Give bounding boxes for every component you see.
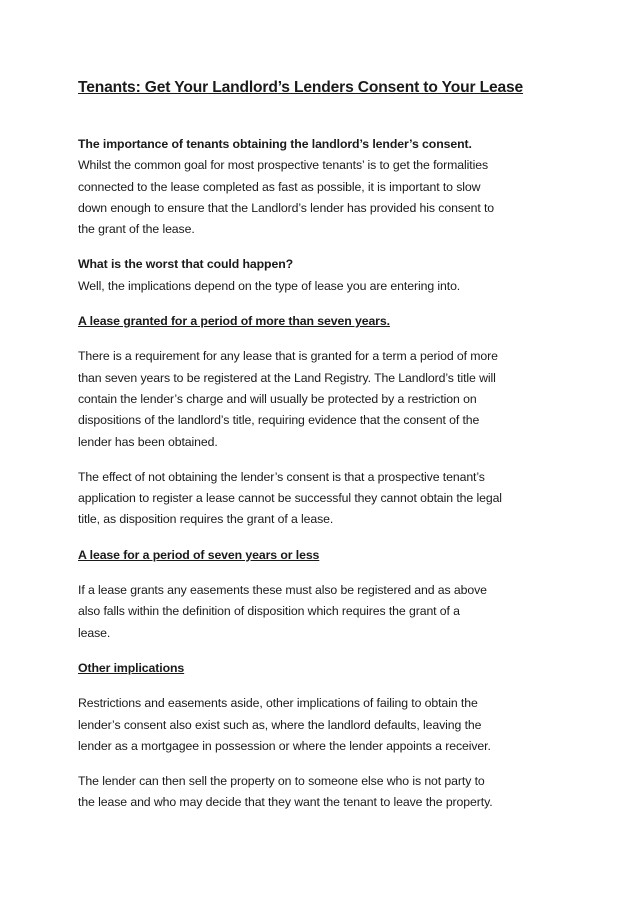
paragraph-line: The effect of not obtaining the lender’s consent is that a prospective tenant’s (78, 469, 485, 484)
paragraph-line: than seven years to be registered at the Land Registry. The Landlord’s title will (78, 370, 496, 385)
short-lease-heading: A lease for a period of seven years or less (78, 547, 320, 562)
intro-line: Whilst the common goal for most prospective tenants’ is to get the formalities (78, 158, 489, 173)
paragraph-line: title, as disposition requires the grant of a lease. (78, 512, 334, 527)
intro-line: connected to the lease completed as fast as possible, it is important to slow (78, 179, 481, 194)
document-page (78, 78, 566, 828)
worst-text: Well, the implications depend on the type of lease you are entering into. (78, 278, 461, 293)
paragraph-line: If a lease grants any easements these must also be registered and as above (78, 583, 487, 598)
short-lease-paragraph-1 (78, 580, 566, 644)
long-lease-paragraph-1 (78, 346, 566, 452)
paragraph-line: Restrictions and easements aside, other implications of failing to obtain the (78, 696, 478, 711)
paragraph-line: contain the lender’s charge and will usually be protected by a restriction on (78, 391, 477, 406)
intro-line: down enough to ensure that the Landlord’s lender has provided his consent to (78, 200, 495, 215)
paragraph-line: lender’s consent also exist such as, where the landlord defaults, leaving the (78, 717, 482, 732)
other-implications-paragraph-1 (78, 693, 566, 757)
long-lease-paragraph-2 (78, 467, 566, 531)
paragraph-line: There is a requirement for any lease that is granted for a term a period of more (78, 349, 498, 364)
paragraph-line: dispositions of the landlord’s title, requiring evidence that the consent of the (78, 413, 480, 428)
intro-heading: The importance of tenants obtaining the landlord’s lender’s consent. (78, 137, 472, 151)
intro-line: the grant of the lease. (78, 222, 195, 237)
paragraph-line: lease. (78, 625, 111, 640)
paragraph-line: the lease and who may decide that they want the tenant to leave the property. (78, 795, 493, 810)
document-title: Tenants: Get Your Landlord’s Lenders Consent to Your Lease (78, 79, 524, 96)
other-implications-heading: Other implications (78, 660, 185, 675)
paragraph-line: The lender can then sell the property on to someone else who is not party to (78, 774, 485, 789)
paragraph-line: lender has been obtained. (78, 434, 218, 449)
other-implications-paragraph-2 (78, 771, 566, 814)
intro-section (78, 134, 566, 240)
paragraph-line: application to register a lease cannot be successful they cannot obtain the legal (78, 491, 502, 506)
worst-section (78, 254, 566, 297)
paragraph-line: lender as a mortgagee in possession or where the lender appoints a receiver. (78, 738, 491, 753)
long-lease-heading: A lease granted for a period of more than seven years. (78, 314, 390, 329)
paragraph-line: also falls within the definition of disposition which requires the grant of a (78, 604, 460, 619)
intro-paragraph (78, 155, 566, 240)
worst-heading: What is the worst that could happen? (78, 257, 294, 272)
